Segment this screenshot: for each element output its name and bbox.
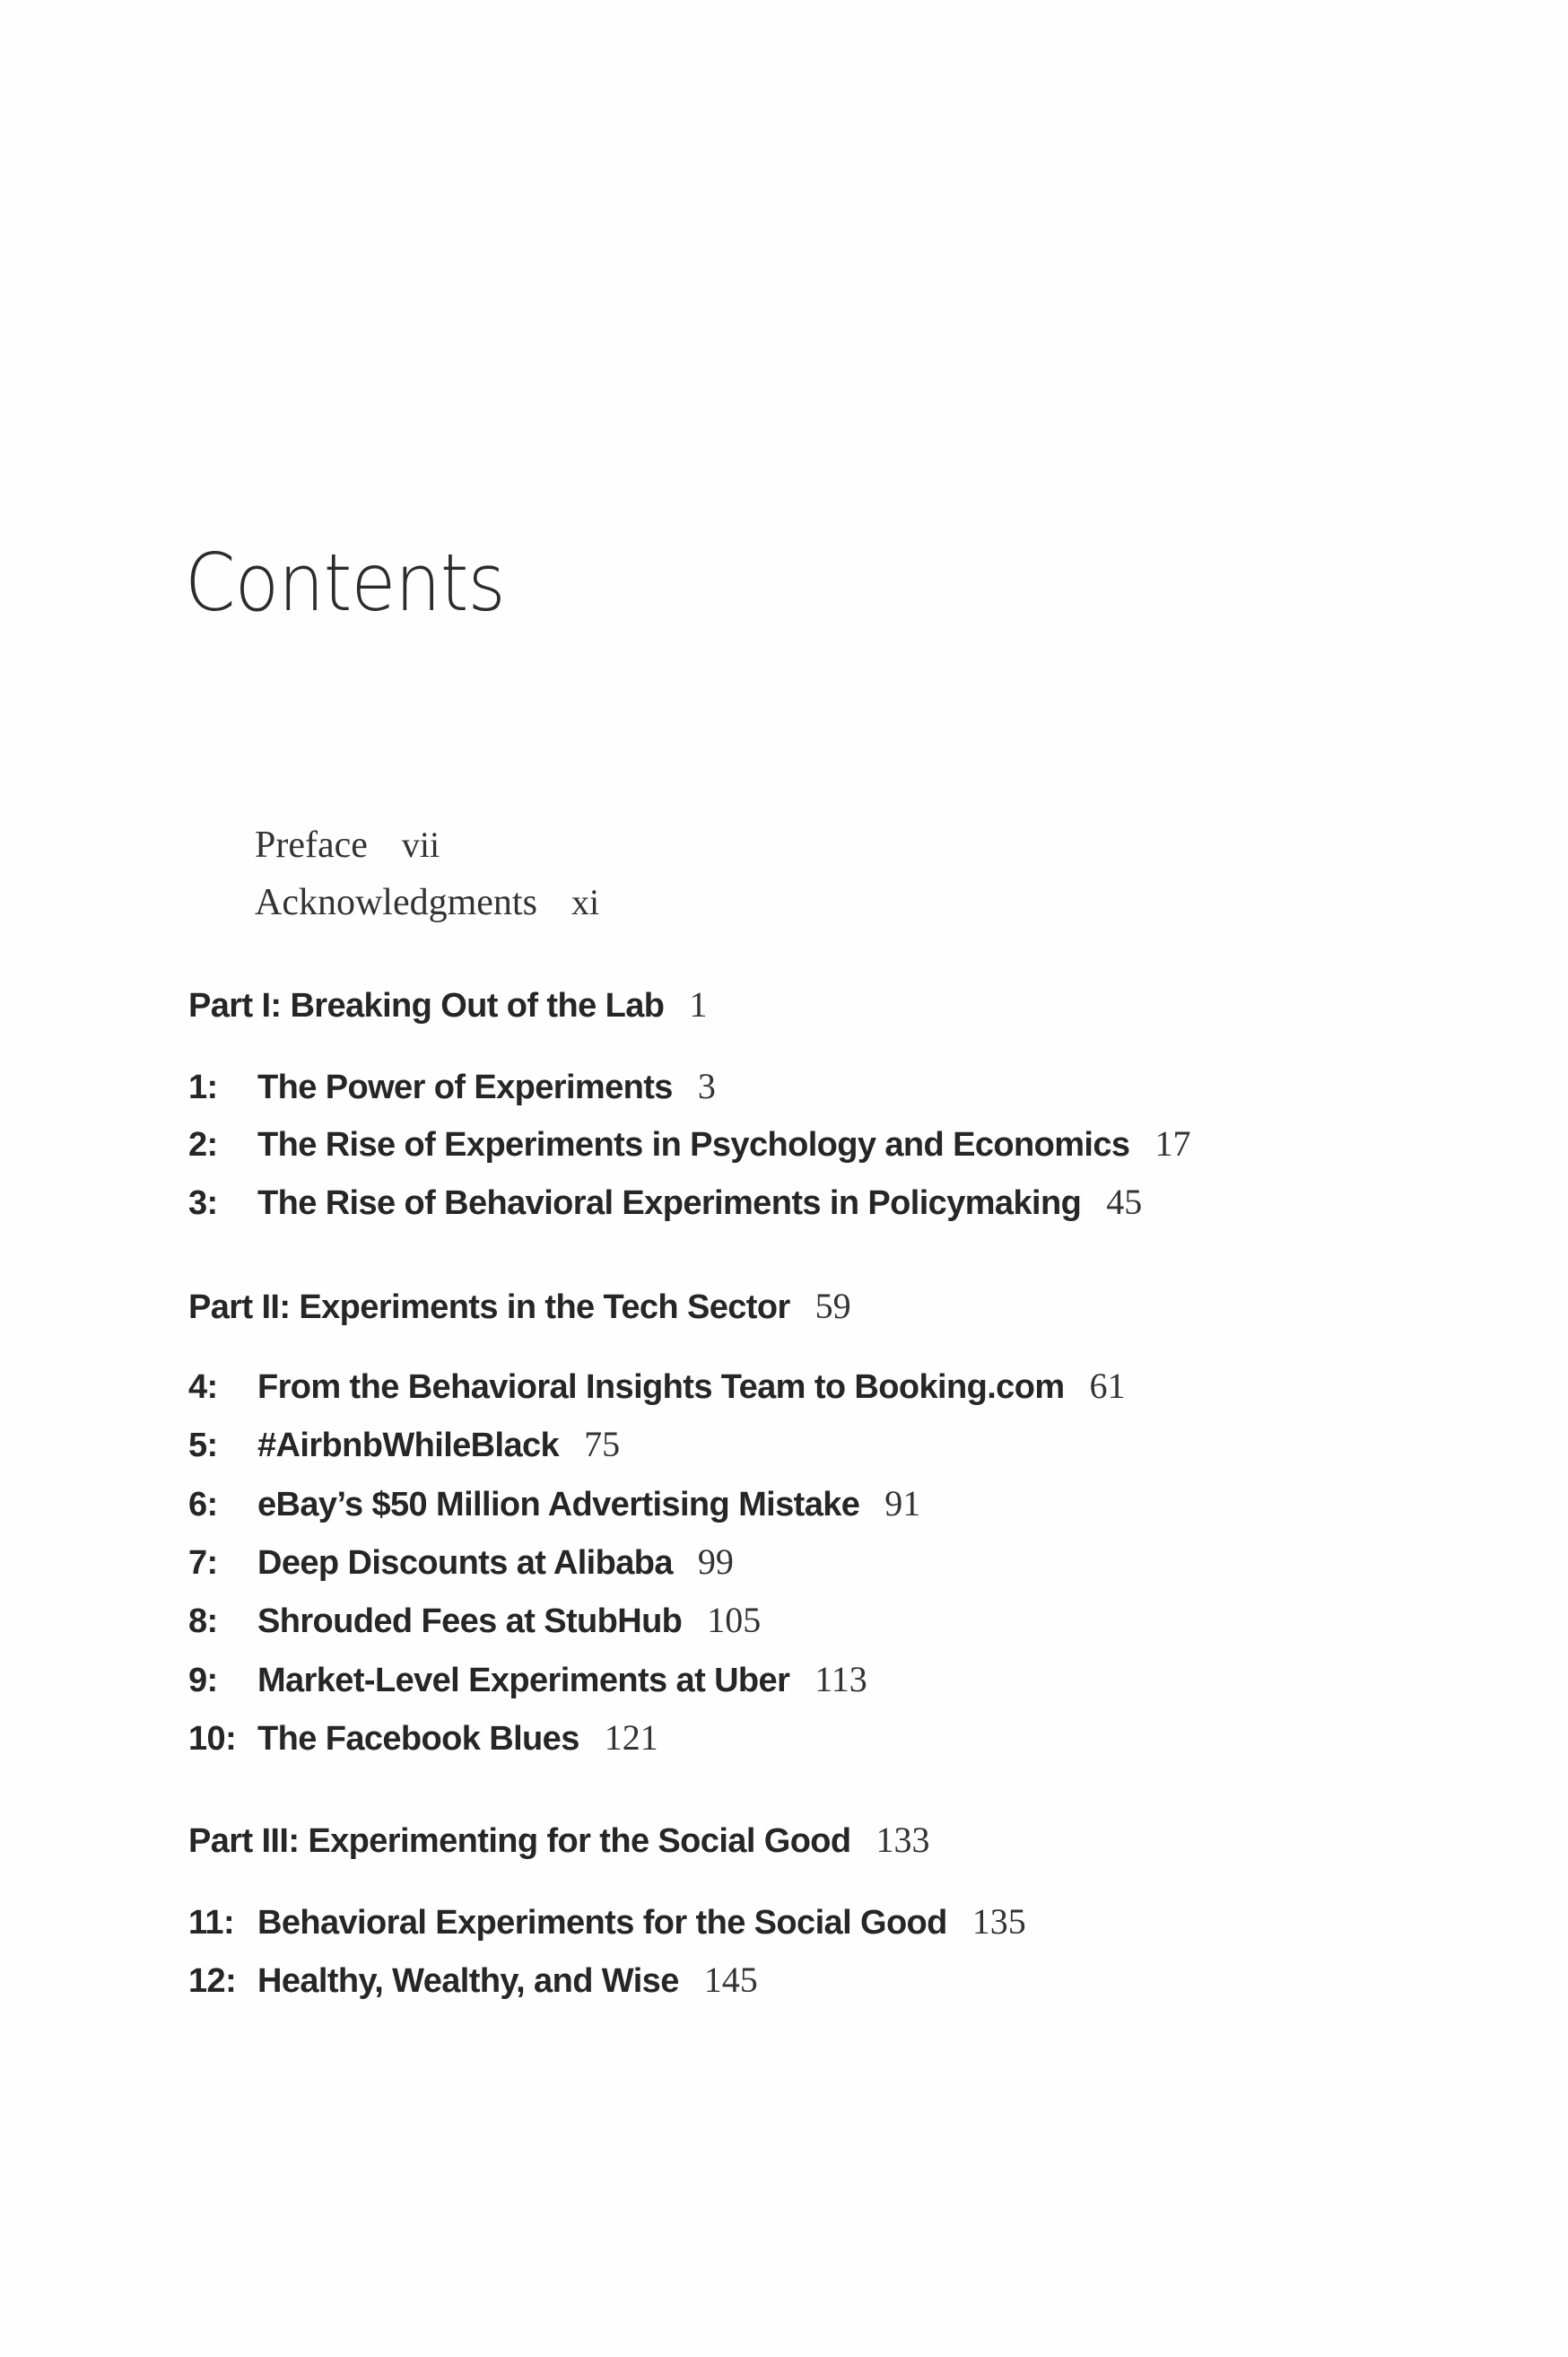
chapter-number: 7: [188, 1544, 218, 1582]
page-number: 121 [604, 1717, 658, 1758]
toc-chapter[interactable] [188, 1124, 1190, 1164]
chapter-title: Deep Discounts at Alibaba [257, 1544, 673, 1582]
page-number: vii [401, 825, 440, 865]
chapter-title: The Rise of Behavioral Experiments in Policymaking [257, 1184, 1082, 1222]
page-number: 113 [814, 1659, 867, 1699]
page-number: xi [571, 882, 600, 922]
chapter-title: eBay’s $50 Million Advertising Mistake [257, 1486, 860, 1523]
page-number: 135 [971, 1901, 1026, 1942]
toc-entry-acknowledgments[interactable] [255, 883, 599, 922]
toc-chapter[interactable] [188, 1542, 734, 1582]
chapter-title: Shrouded Fees at StubHub [257, 1602, 683, 1640]
chapter-number: 8: [188, 1602, 218, 1640]
entry-label: Preface [255, 825, 368, 866]
chapter-number: 12: [188, 1962, 237, 2000]
page-number: 145 [703, 1960, 758, 2000]
page-number: 45 [1106, 1182, 1143, 1222]
toc-entry-preface[interactable] [255, 825, 440, 865]
chapter-number: 4: [188, 1368, 218, 1406]
chapter-number: 11: [188, 1904, 235, 1942]
page-number: 59 [814, 1286, 851, 1326]
page-number: 105 [707, 1600, 762, 1640]
chapter-number: 9: [188, 1662, 218, 1699]
part-label: Part II: Experiments in the Tech Sector [188, 1288, 790, 1326]
page-number: 1 [689, 984, 708, 1025]
chapter-number: 2: [188, 1126, 218, 1164]
chapter-number: 1: [188, 1069, 218, 1106]
toc-chapter[interactable] [188, 1601, 761, 1640]
chapter-number: 6: [188, 1486, 218, 1523]
chapter-title: The Rise of Experiments in Psychology and Economics [257, 1126, 1130, 1164]
entry-label: Acknowledgments [255, 882, 537, 923]
page-number: 91 [884, 1483, 921, 1523]
toc-chapter[interactable] [188, 1183, 1142, 1222]
page-number: 3 [697, 1066, 716, 1106]
part-label: Part III: Experimenting for the Social Good [188, 1822, 851, 1860]
part-label: Part I: Breaking Out of the Lab [188, 987, 665, 1025]
page-number: 99 [697, 1541, 734, 1582]
toc-chapter[interactable] [188, 1366, 1126, 1406]
toc-chapter[interactable] [188, 1660, 867, 1699]
chapter-title: Behavioral Experiments for the Social Good [257, 1904, 947, 1942]
toc-part-3[interactable] [188, 1820, 930, 1860]
chapter-title: From the Behavioral Insights Team to Booking.com [257, 1368, 1065, 1406]
chapter-number: 10: [188, 1720, 237, 1758]
toc-chapter[interactable] [188, 1902, 1026, 1942]
page-number: 133 [875, 1820, 930, 1860]
chapter-title: #AirbnbWhileBlack [257, 1427, 560, 1464]
toc-part-1[interactable] [188, 985, 707, 1025]
toc-chapter[interactable] [188, 1067, 716, 1106]
page-number: 61 [1089, 1366, 1126, 1406]
chapter-title: The Power of Experiments [257, 1069, 673, 1106]
toc-chapter[interactable] [188, 1425, 620, 1464]
chapter-title: Market-Level Experiments at Uber [257, 1662, 790, 1699]
page-number: 17 [1154, 1123, 1191, 1164]
page-number: 75 [584, 1424, 621, 1464]
chapter-title: The Facebook Blues [257, 1720, 579, 1758]
chapter-number: 3: [188, 1184, 218, 1222]
chapter-number: 5: [188, 1427, 218, 1464]
toc-part-2[interactable] [188, 1287, 851, 1326]
toc-chapter[interactable] [188, 1718, 658, 1758]
toc-chapter[interactable] [188, 1484, 920, 1523]
toc-chapter[interactable] [188, 1960, 758, 2000]
chapter-title: Healthy, Wealthy, and Wise [257, 1962, 679, 2000]
page-title: Contents [185, 537, 505, 629]
